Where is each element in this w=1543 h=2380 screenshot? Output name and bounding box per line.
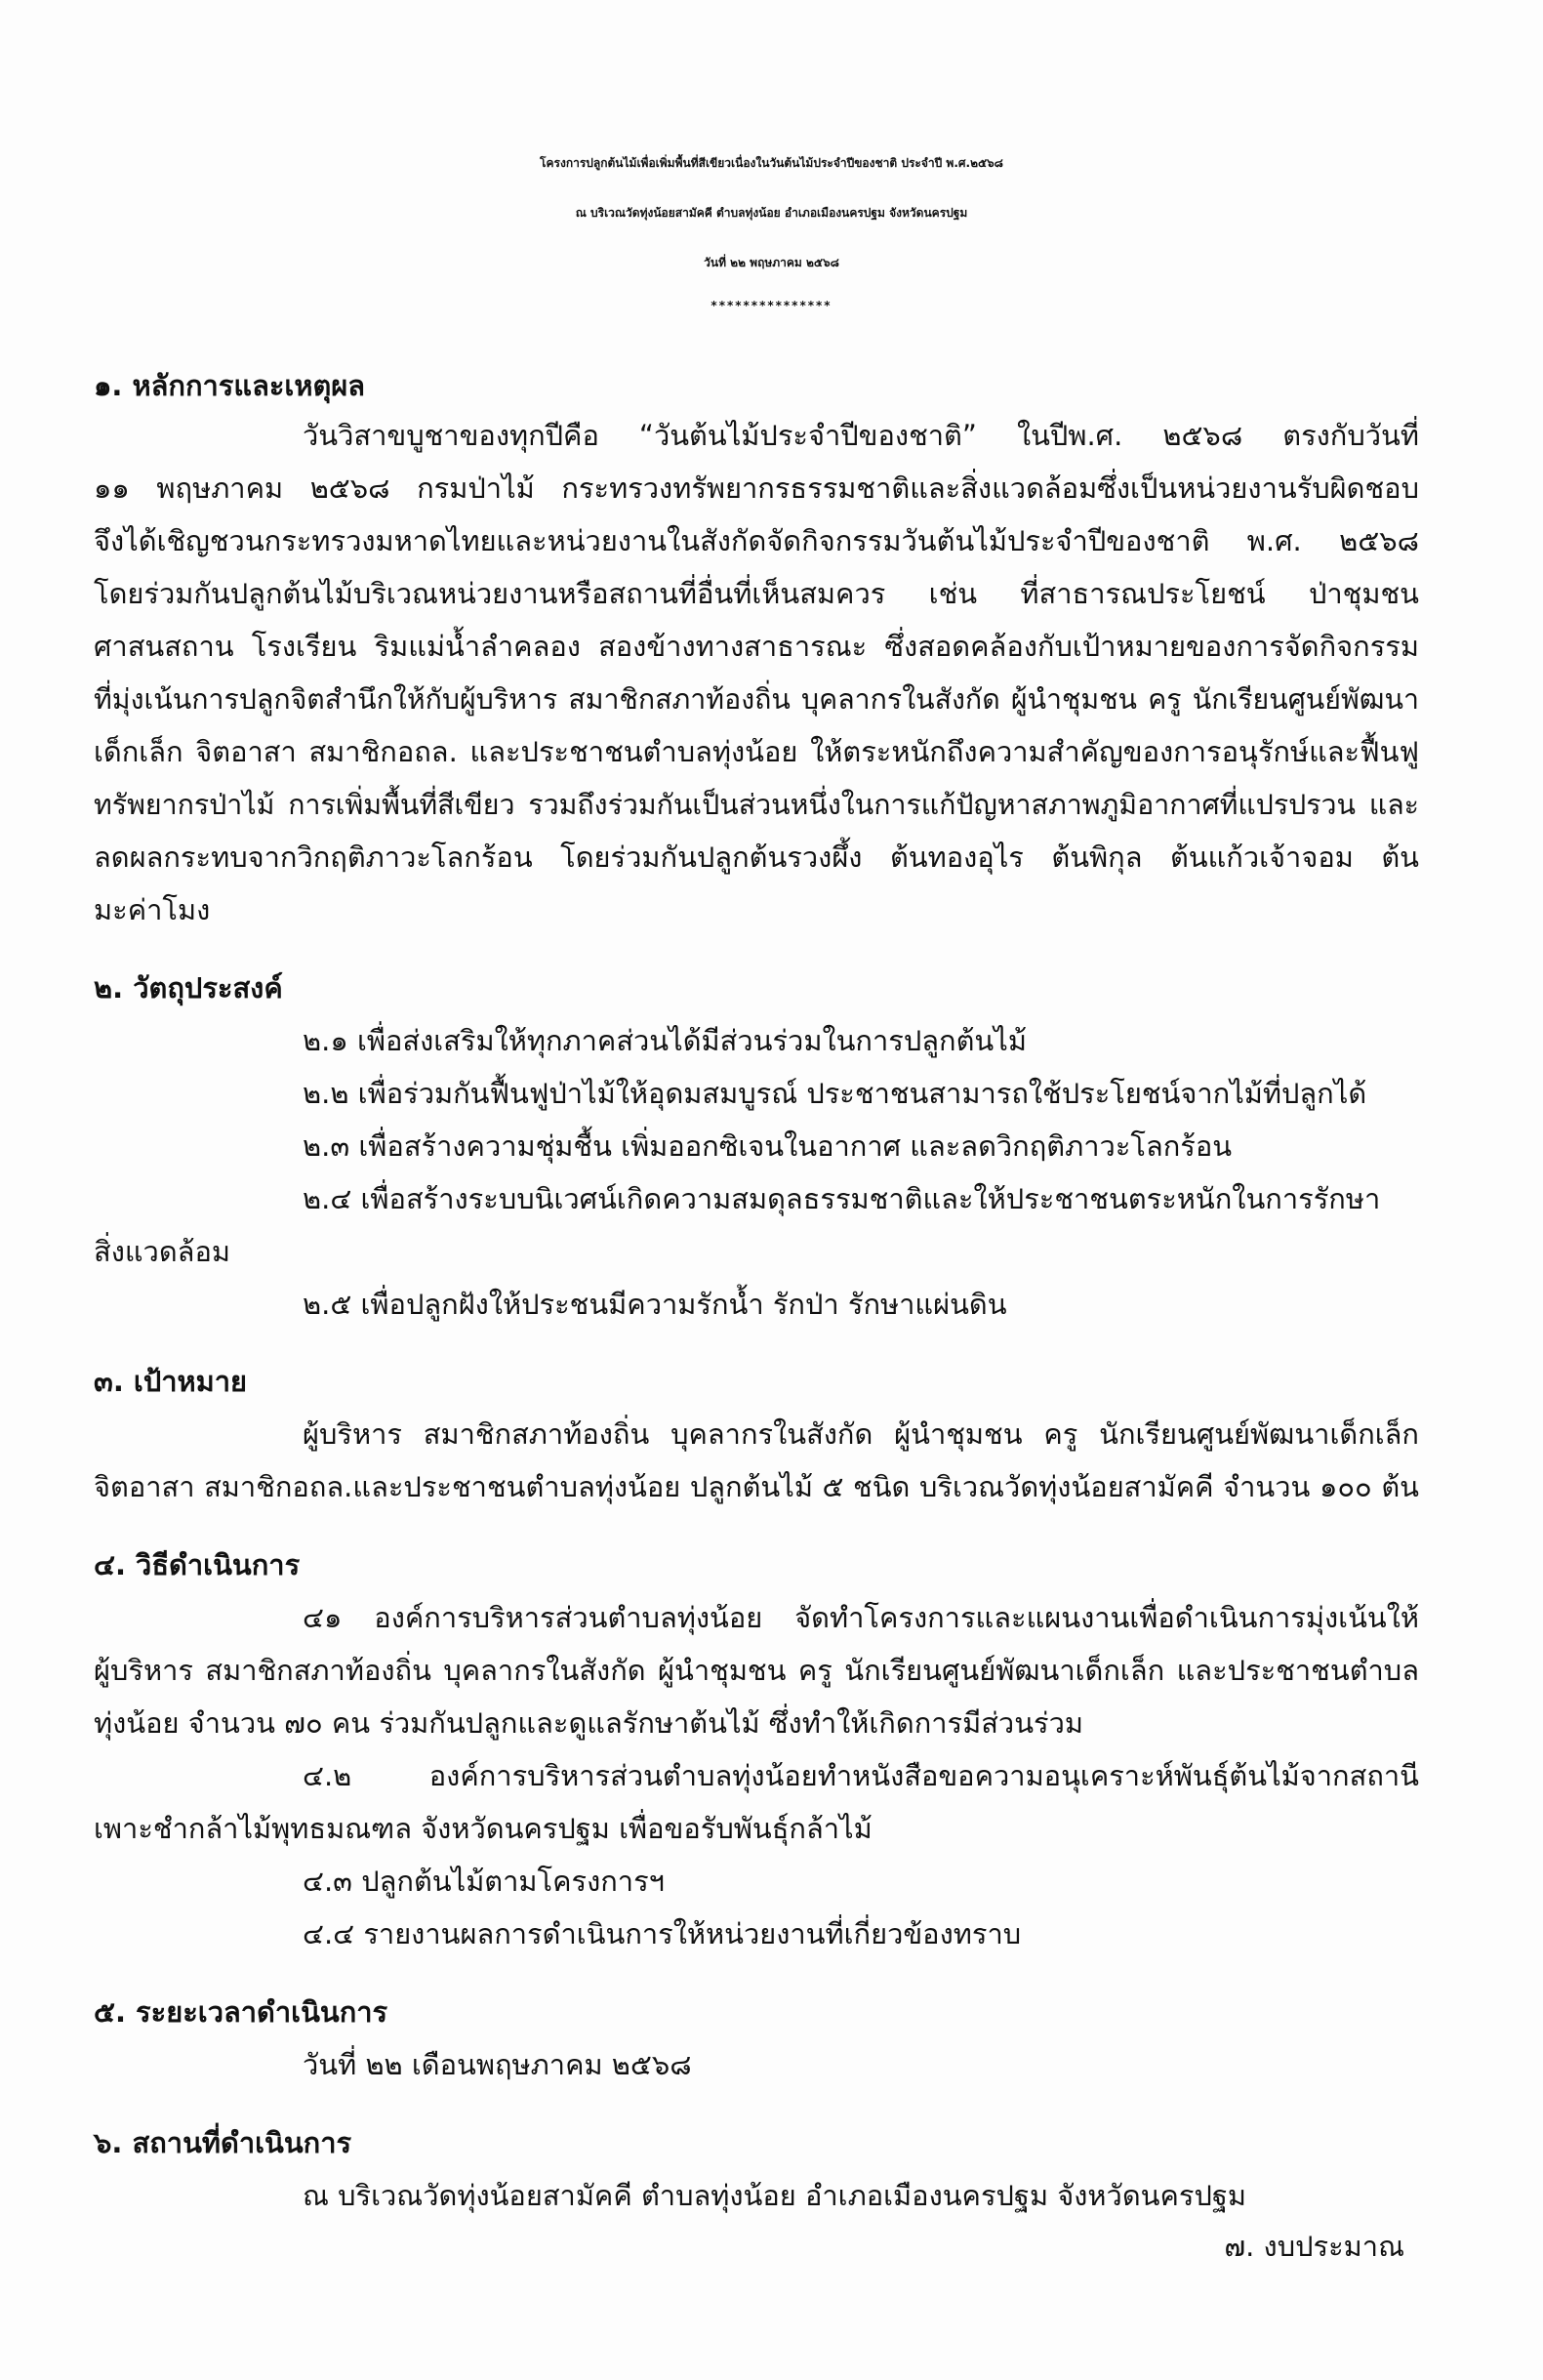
section-1-line: จึงได้เชิญชวนกระทรวงมหาดไทยและหน่วยงานในสังกัดจัดกิจกรรมวันต้นไม้ประจำปีของชาติ พ.ศ. ๒๕๖๘ <box>94 524 1419 557</box>
section-1-line: โดยร่วมกันปลูกต้นไม้บริเวณหน่วยงานหรือสถานที่อื่นที่เห็นสมควร เช่น ที่สาธารณประโยชน์ ป่าชุมชน <box>94 577 1419 610</box>
section-1-line: มะค่าโมง <box>94 893 211 926</box>
objective-item: ๒.๒ เพื่อร่วมกันฟื้นฟูป่าไม้ให้อุดมสมบูรณ์ ประชาชนสามารถใช้ประโยชน์จากไม้ที่ปลูกได้ <box>303 1077 1367 1110</box>
section-3-heading: ๓. เป้าหมาย <box>94 1365 248 1398</box>
section-5-heading: ๕. ระยะเวลาดำเนินการ <box>94 1995 388 2029</box>
period-line: วันที่ ๒๒ เดือนพฤษภาคม ๒๕๖๘ <box>303 2048 692 2081</box>
target-line: จิตอาสา สมาชิกอถล.และประชาชนตำบลทุ่งน้อย ปลูกต้นไม้ ๕ ชนิด บริเวณวัดทุ่งน้อยสามัคคี จำนวน ๑๐๐ ต้น <box>94 1470 1419 1503</box>
method-line: เพาะชำกล้าไม้พุทธมณฑล จังหวัดนครปฐม เพื่อขอรับพันธุ์กล้าไม้ <box>94 1812 873 1845</box>
section-1-line: ศาสนสถาน โรงเรียน ริมแม่น้ำลำคลอง สองข้างทางสาธารณะ ซึ่งสอดคล้องกับเป้าหมายของการจัดกิจกรรม <box>94 630 1419 663</box>
objective-item: ๒.๓ เพื่อสร้างความชุ่มชื้น เพิ่มออกซิเจนในอากาศ และลดวิกฤติภาวะโลกร้อน <box>303 1129 1233 1163</box>
objective-item: ๒.๔ เพื่อสร้างระบบนิเวศน์เกิดความสมดุลธรรมชาติและให้ประชาชนตระหนักในการรักษา <box>303 1182 1381 1215</box>
next-section-reference: ๗. งบประมาณ <box>1224 2230 1404 2263</box>
section-2-heading: ๒. วัตถุประสงค์ <box>94 971 283 1005</box>
objective-item: ๒.๕ เพื่อปลูกฝังให้ประชนมีความรักน้ำ รักป่า รักษาแผ่นดิน <box>303 1288 1007 1321</box>
location-line: ณ บริเวณวัดทุ่งน้อยสามัคคี ตำบลทุ่งน้อย อำเภอเมืองนครปฐม จังหวัดนครปฐม <box>303 2179 1246 2212</box>
objective-item: ๒.๑ เพื่อส่งเสริมให้ทุกภาคส่วนได้มีส่วนร่วมในการปลูกต้นไม้ <box>303 1024 1027 1057</box>
objective-item-continuation: สิ่งแวดล้อม <box>94 1235 230 1268</box>
method-line: ๔.๒ องค์การบริหารส่วนตำบลทุ่งน้อยทำหนังสือขอความอนุเคราะห์พันธุ์ต้นไม้จากสถานี <box>303 1759 1419 1792</box>
section-1-line: ๑๑ พฤษภาคม ๒๕๖๘ กรมป่าไม้ กระทรวงทรัพยากรธรรมชาติและสิ่งแวดล้อมซึ่งเป็นหน่วยงานรับผิดชอบ <box>94 472 1419 505</box>
document-title-line-2: ณ บริเวณวัดทุ่งน้อยสามัคคี ตำบลทุ่งน้อย อำเภอเมืองนครปฐม จังหวัดนครปฐม <box>575 206 968 220</box>
section-1-heading: ๑. หลักการและเหตุผล <box>94 369 366 402</box>
section-6-heading: ๖. สถานที่ดำเนินการ <box>94 2126 352 2159</box>
section-4-heading: ๔. วิธีดำเนินการ <box>94 1548 301 1581</box>
title-separator-stars: *************** <box>711 299 832 312</box>
section-1-line: เด็กเล็ก จิตอาสา สมาชิกอถล. และประชาชนตำบลทุ่งน้อย ให้ตระหนักถึงความสำคัญของการอนุรักษ์และฟื้นฟู <box>94 735 1419 768</box>
section-1-line: ที่มุ่งเน้นการปลูกจิตสำนึกให้กับผู้บริหาร สมาชิกสภาท้องถิ่น บุคลากรในสังกัด ผู้นำชุมชน ครู นักเรียนศูนย์พัฒนา <box>94 683 1419 716</box>
method-line: ๔๑ องค์การบริหารส่วนตำบลทุ่งน้อย จัดทำโครงการและแผนงานเพื่อดำเนินการมุ่งเน้นให้ <box>303 1601 1419 1634</box>
section-1-line: วันวิสาขบูชาของทุกปีคือ “วันต้นไม้ประจำปีของชาติ” ในปีพ.ศ. ๒๕๖๘ ตรงกับวันที่ <box>303 419 1419 452</box>
section-1-line: ทรัพยากรป่าไม้ การเพิ่มพื้นที่สีเขียว รวมถึงร่วมกันเป็นส่วนหนึ่งในการแก้ปัญหาสภาพภูมิอากาศที่แปรปรวน และ <box>94 789 1419 821</box>
target-line: ผู้บริหาร สมาชิกสภาท้องถิ่น บุคลากรในสังกัด ผู้นำชุมชน ครู นักเรียนศูนย์พัฒนาเด็กเล็ก <box>303 1417 1419 1451</box>
method-line: ๔.๔ รายงานผลการดำเนินการให้หน่วยงานที่เกี่ยวข้องทราบ <box>303 1917 1022 1950</box>
method-line: ผู้บริหาร สมาชิกสภาท้องถิ่น บุคลากรในสังกัด ผู้นำชุมชน ครู นักเรียนศูนย์พัฒนาเด็กเล็ก และประชาชนตำบล <box>94 1654 1419 1687</box>
document-title-line-3: วันที่ ๒๒ พฤษภาคม ๒๕๖๘ <box>704 256 839 269</box>
section-1-line: ลดผลกระทบจากวิกฤติภาวะโลกร้อน โดยร่วมกันปลูกต้นรวงผึ้ง ต้นทองอุไร ต้นพิกุล ต้นแก้วเจ้าจอม ต้น <box>94 841 1419 874</box>
document-title-line-1: โครงการปลูกต้นไม้เพื่อเพิ่มพื้นที่สีเขียวเนื่องในวันต้นไม้ประจำปีของชาติ ประจำปี พ.ศ.๒๕๖๘ <box>540 156 1003 170</box>
method-line: ๔.๓ ปลูกต้นไม้ตามโครงการฯ <box>303 1865 665 1898</box>
method-line: ทุ่งน้อย จำนวน ๗๐ คน ร่วมกันปลูกและดูแลรักษาต้นไม้ ซึ่งทำให้เกิดการมีส่วนร่วม <box>94 1706 1084 1740</box>
